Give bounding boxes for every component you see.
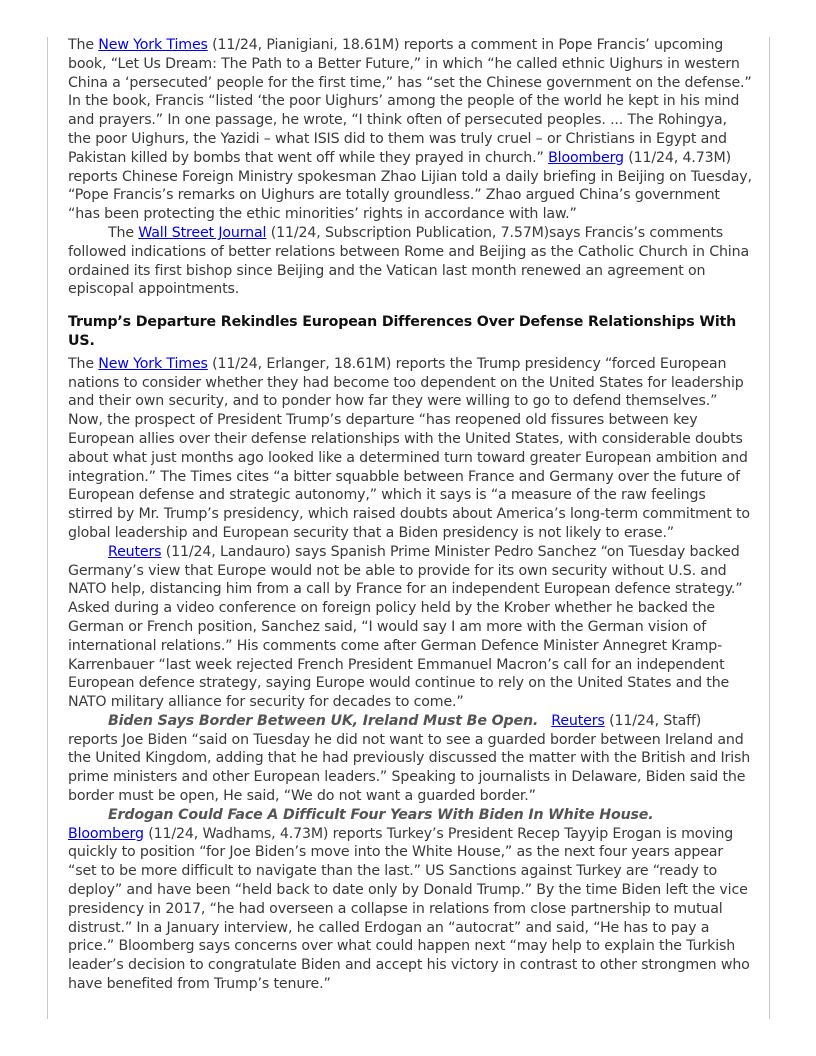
paragraph: The New York Times (11/24, Pianigiani, 18.61M) reports a comment in Pope Francis’ upcoming book, “Let Us Dream: The Path to a Better Future,” in which “he called ethnic Uighurs in western China a ‘persecuted’ people for the first time,” has “set the Chinese government on the defense.” In the book, Francis “listed ‘the poor Uighurs’ among the people of the world he kept in his mind and prayers.” In one passage, he wrote, “I think often of persecuted peoples. ... The Rohingya, the poor Uighurs, the Yazidi – what ISIS did to them was truly cruel – or Christians in Egypt and Pakistan killed by bombs that went off while they prayed in church.” Bloomberg (11/24, 4.73M) reports Chinese Foreign Ministry spokesman Zhao Lijian told a daily briefing in Beijing on Tuesday, “Pope Francis’s remarks on Uighurs are totally groundless.” Zhao argued China’s government “has been protecting the ethic minorities’ rights in accordance with law.” [68,37,752,223]
link-bloomberg[interactable]: Bloomberg [68,825,144,842]
paragraph: The Wall Street Journal (11/24, Subscription Publication, 7.57M)says Francis’s comments followed indications of better relations between Rome and Beijing as the Catholic Church in China ordained its first bishop since Beijing and the Vatican last month renewed an agreement on episcopal appointments. [68,224,749,298]
subheadline: Biden Says Border Between UK, Ireland Must Be Open. [108,712,539,729]
paragraph: The New York Times (11/24, Erlanger, 18.61M) reports the Trump presidency “forced European nations to consider whether they had become too dependent on the United States for leadership and their own security, and to ponder how far they were willing to go to defend themselves.” Now, the prospect of President Trump’s departure “has reopened old fissures between key European allies over their defense relationships with the United States, with considerable doubts about what just months ago looked like a determined turn toward greater European ambition and integration.” The Times cites “a bitter squabble between France and Germany over the future of European defense and strategic autonomy,” which it says is “a measure of the raw feelings stirred by Mr. Trump’s presidency, which raised doubts about America’s long-term commitment to global leadership and European security that a Biden presidency is not likely to erase.” [68,355,750,541]
link-reuters[interactable]: Reuters [551,712,605,729]
paragraph: Reuters (11/24, Landauro) says Spanish Prime Minister Pedro Sanchez “on Tuesday backed Germany’s view that Europe would not be able to provide for its own security without U.S. and NATO help, distancing him from a call by France for an independent European defence strategy.” Asked during a video conference on foreign policy held by the Krober whether he backed the German or French position, Sanchez said, “I would say I am more with the German vision of international relations.” His comments come after German Defence Minister Annegret Kramp-Karrenbauer “last week rejected French President Emmanuel Macron’s call for an independent European defence strategy, saying Europe would continue to rely on the United States and the NATO military alliance for security for decades to come.” [68,543,743,711]
paragraph: Biden Says Border Between UK, Ireland Must Be Open. Reuters (11/24, Staff) reports Joe Biden “said on Tuesday he did not want to see a guarded border between Ireland and the United Kingdom, adding that he had previously discussed the matter with the British and Irish prime ministers and other European leaders.” Speaking to journalists in Delaware, Biden said the border must be open, He said, “We do not want a guarded border.” [68,712,751,805]
paragraph: Erdogan Could Face A Difficult Four Years With Biden In White House. Bloomberg (11/24, Wadhams, 4.73M) reports Turkey’s President Recep Tayyip Erogan is moving quickly to position “for Joe Biden’s move into the White House,” as the next four years appear “set to be more difficult to navigate than the last.” US Sanctions against Turkey are “ready to deploy” and have been “held back to date only by Donald Trump.” By the time Biden left the vice presidency in 2017, “he had overseen a collapse in relations from close partnership to mutual distrust.” In a January interview, he called Erdogan an “autocrat” and said, “He has to pay a price.” Bloomberg says concerns over what could happen next “may help to explain the Turkish leader’s decision to congratulate Biden and accept his victory in contrast to other strongmen who have benefited from Trump’s tenure.” [68,806,750,993]
article-headline: Trump’s Departure Rekindles European Differences Over Defense Relationships With US. [68,314,737,349]
link-bloomberg[interactable]: Bloomberg [548,149,624,166]
document-body [68,36,752,994]
subheadline: Erdogan Could Face A Difficult Four Years With Biden In White House. [108,806,654,823]
link-reuters[interactable]: Reuters [108,543,162,560]
link-new-york-times[interactable]: New York Times [98,37,208,53]
link-wall-street-journal[interactable]: Wall Street Journal [138,224,267,241]
link-new-york-times[interactable]: New York Times [98,355,208,372]
